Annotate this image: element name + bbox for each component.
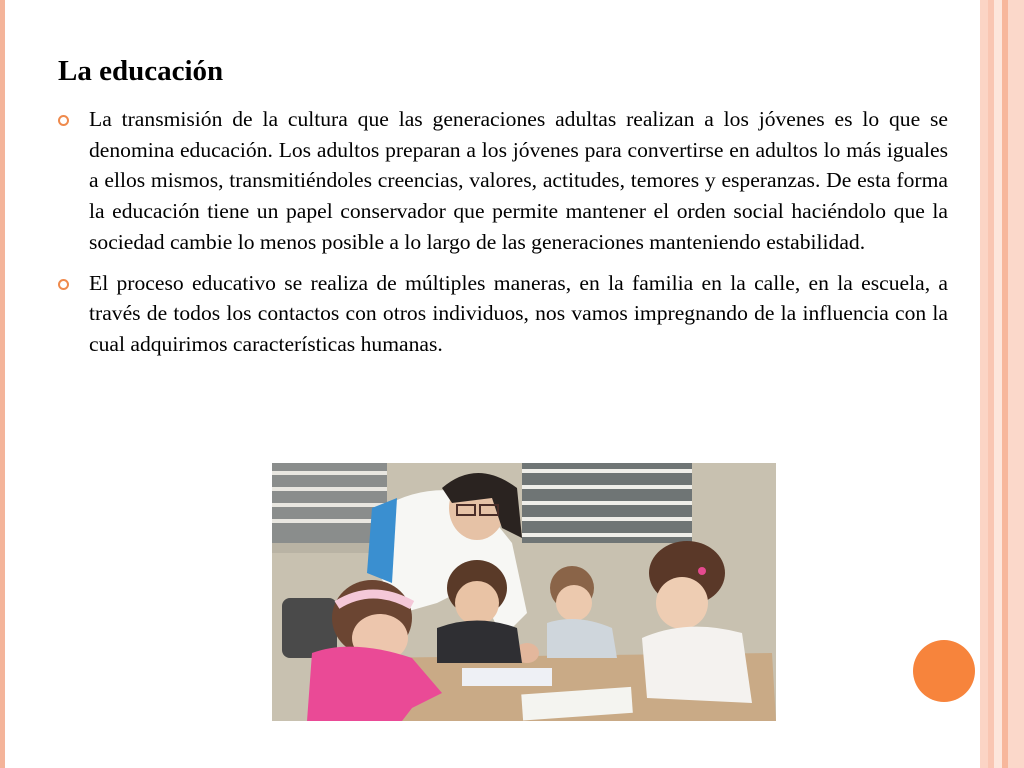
- teacher-with-children-illustration: [272, 463, 776, 721]
- bullet-text: El proceso educativo se realiza de múltiples maneras, en la familia en la calle, en la escuela, a través de todos los contactos con otros individuos, nos vamos impregnando de la influencia con la cual adquirimos características humanas.: [89, 270, 948, 356]
- bullet-item: [58, 268, 948, 360]
- classroom-photo: [272, 463, 776, 721]
- circle-bullet-icon: [58, 279, 69, 290]
- right-decorative-stripes: [980, 0, 1024, 768]
- left-decorative-stripe: [0, 0, 5, 768]
- bullet-text: La transmisión de la cultura que las generaciones adultas realizan a los jóvenes es lo que se denomina educación. Los adultos preparan a los jóvenes para convertirse en adultos lo más iguales a ellos mismos, transmitiéndoles creencias, valores, actitudes, temores y esperanzas. De esta forma la educación tiene un papel conservador que permite mantener el orden social haciéndolo que la sociedad cambie lo menos posible a lo largo de las generaciones manteniendo estabilidad.: [89, 107, 948, 254]
- orange-circle-decoration: [913, 640, 975, 702]
- bullet-item: [58, 104, 948, 258]
- circle-bullet-icon: [58, 115, 69, 126]
- slide-title: La educación: [58, 55, 224, 87]
- bullet-list: [58, 104, 948, 370]
